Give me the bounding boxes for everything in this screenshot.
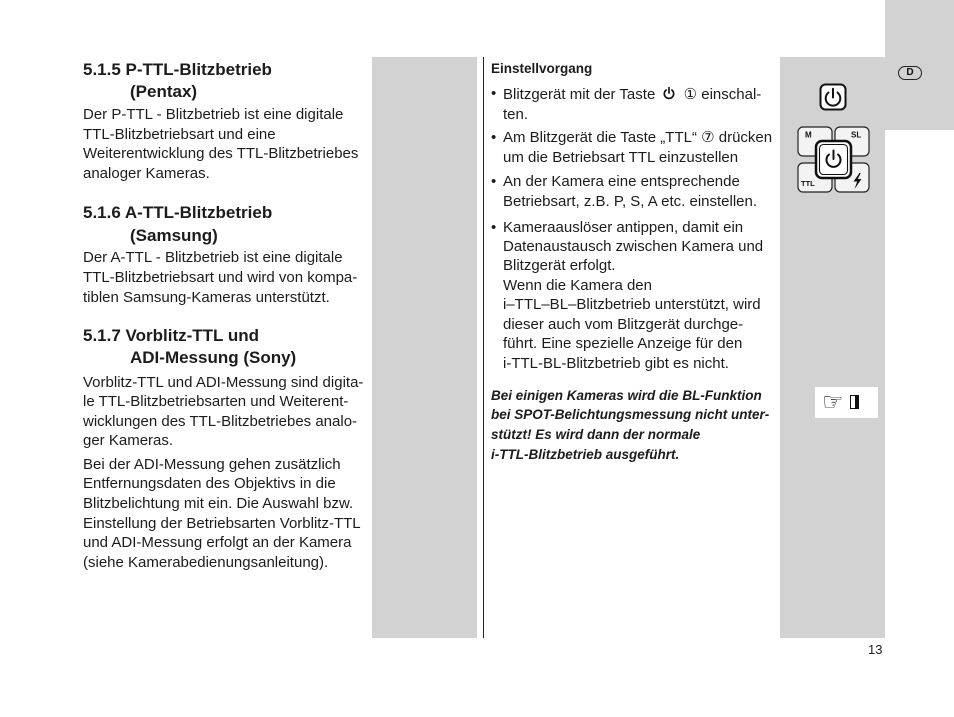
control-panel-illustration <box>797 126 870 194</box>
memo-icon <box>850 395 859 409</box>
text-line: Blitzbelichtung mit ein. Die Auswahl bzw. <box>83 494 354 512</box>
text-line: Wenn die Kamera den <box>503 276 652 294</box>
section-heading-title: 5.1.7 Vorblitz-TTL und <box>83 326 259 345</box>
section-heading <box>83 201 272 247</box>
text-line: Datenaustausch zwischen Kamera und <box>503 237 764 255</box>
page-number: 13 <box>868 642 883 657</box>
bullet: • <box>491 218 497 236</box>
center-power-button <box>816 141 851 178</box>
section-heading <box>83 59 272 103</box>
text-line: und ADI-Messung erfolgt an der Kamera <box>83 534 352 552</box>
text-line: Betriebsart, z.B. P, S, A etc. einstellen. <box>503 193 758 210</box>
language-badge: D <box>898 66 922 80</box>
text-line: Bei der ADI-Messung gehen zusätzlich <box>83 455 341 473</box>
section-heading-title: 5.1.5 P-TTL-Blitzbetrieb <box>83 60 272 79</box>
text-line: Bei einigen Kameras wird die BL-Funktion <box>491 387 762 403</box>
section-heading-subtitle: (Pentax) <box>130 82 198 101</box>
text-line: Einstellung der Betriebsarten Vorblitz-TTL <box>83 514 361 532</box>
power-button-icon <box>660 84 678 102</box>
section-paragraph <box>83 373 363 451</box>
text-line: TTL-Blitzbetriebsart und eine <box>83 125 276 143</box>
text-line: i-TTL-BL-Blitzbetrieb gibt es nicht. <box>503 354 729 372</box>
bullet: • <box>491 173 497 190</box>
section-heading-subtitle: (Samsung) <box>130 226 218 245</box>
text-segment: Blitzgerät mit der Taste <box>503 86 656 103</box>
text-line: stützt! Es wird dann der normale <box>491 427 701 443</box>
ttl-button-label: TTL <box>801 179 815 188</box>
text-line: ten. <box>503 106 529 123</box>
section-paragraph <box>83 105 358 184</box>
setup-step <box>491 84 761 125</box>
note-marker <box>815 387 878 418</box>
section-heading <box>83 325 296 369</box>
text-line: analoger Kameras. <box>83 165 210 183</box>
text-line: le TTL-Blitzbetriebsarten und Weiterent- <box>83 393 349 411</box>
text-line: (siehe Kamerabedienungsanleitung). <box>83 554 329 572</box>
column-divider <box>483 57 484 638</box>
section-paragraph <box>83 248 357 308</box>
text-line: Blitzgerät erfolgt. <box>503 257 616 275</box>
setup-step <box>491 172 757 212</box>
text-line: Entfernungsdaten des Objektivs in die <box>83 475 336 493</box>
margin-band-left <box>372 57 477 638</box>
text-line: tiblen Samsung-Kameras unterstützt. <box>83 289 330 306</box>
text-line: Vorblitz-TTL und ADI-Messung sind digita- <box>83 374 364 391</box>
text-line: wicklungen des TTL-Blitzbetriebes analo- <box>83 412 358 430</box>
mode-button-label: M <box>805 130 812 140</box>
bullet: • <box>491 129 497 146</box>
slave-button-label: SL <box>851 130 862 140</box>
text-line: Am Blitzgerät die Taste „TTL“ ⑦ drücken <box>503 129 773 146</box>
warning-note <box>491 386 769 465</box>
text-line: i–TTL–BL–Blitzbetrieb unterstützt, wird <box>503 296 761 314</box>
text-line: bei SPOT-Belichtungsmessung nicht unter- <box>491 407 770 423</box>
section-heading-subtitle: ADI-Messung (Sony) <box>130 348 297 367</box>
text-line: An der Kamera eine entsprechende <box>503 173 740 190</box>
text-line: Kameraauslöser antippen, damit ein <box>503 218 744 236</box>
text-line: um die Betriebsart TTL einzustellen <box>503 148 739 166</box>
text-line: führt. Eine spezielle Anzeige für den <box>503 335 743 353</box>
text-line: dieser auch vom Blitzgerät durchge- <box>503 315 744 333</box>
setup-heading: Einstellvorgang <box>491 61 593 76</box>
bullet: • <box>491 85 497 102</box>
text-segment: ① einschal- <box>683 86 762 103</box>
text-line: ger Kameras. <box>83 432 174 450</box>
text-line: i-TTL-Blitzbetrieb ausgeführt. <box>491 446 680 462</box>
text-line: Weiterentwicklung des TTL-Blitzbetriebes <box>83 145 359 163</box>
power-button-icon <box>819 83 847 111</box>
setup-step <box>491 128 772 167</box>
language-tab <box>885 0 954 130</box>
text-line: Der A-TTL - Blitzbetrieb ist eine digitale <box>83 249 343 266</box>
section-paragraph <box>83 455 361 573</box>
section-heading-title: 5.1.6 A-TTL-Blitzbetrieb <box>83 203 273 222</box>
text-line: TTL-Blitzbetriebsart und wird von kompa- <box>83 269 358 286</box>
text-line: Der P-TTL - Blitzbetrieb ist eine digitale <box>83 106 344 123</box>
pointing-hand-icon <box>822 387 844 418</box>
text-line <box>503 84 761 105</box>
setup-step <box>491 218 763 374</box>
